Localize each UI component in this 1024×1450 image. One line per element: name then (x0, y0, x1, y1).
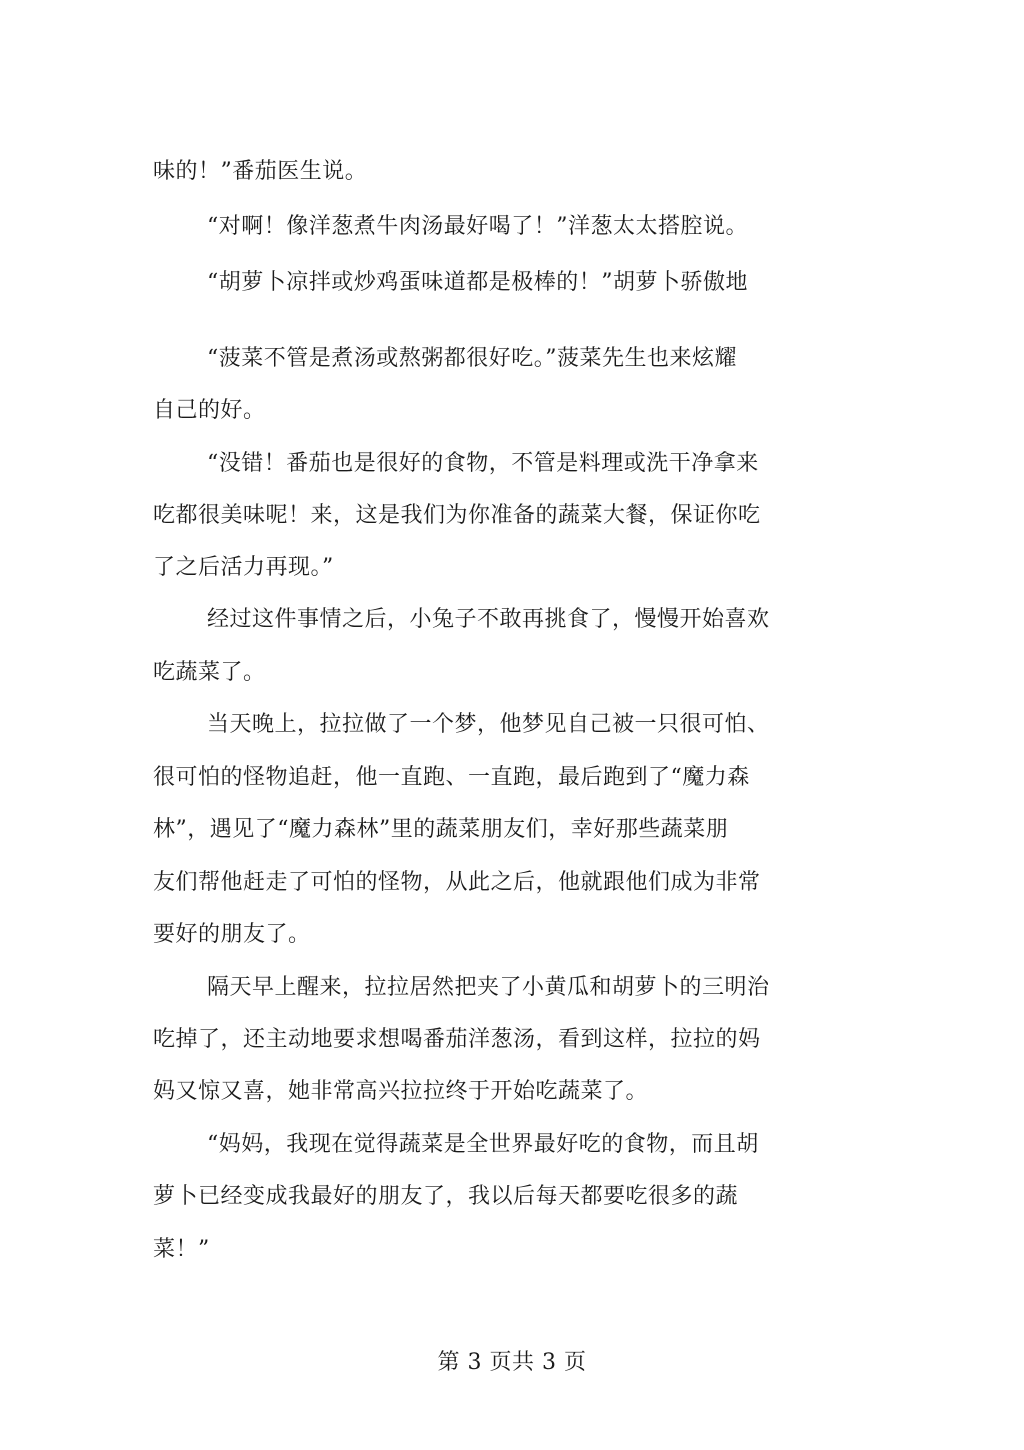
text-line: “妈妈，我现在觉得蔬菜是全世界最好吃的食物，而且胡 (207, 1132, 759, 1157)
text-line: 吃蔬菜了。 (153, 660, 266, 685)
text-line: 自己的好。 (153, 398, 266, 423)
page-number-footer: 第 3 页共 3 页 (437, 1350, 587, 1375)
text-line: 当天晚上，拉拉做了一个梦，他梦见自己被一只很可怕、 (207, 712, 770, 737)
text-line: “没错！番茄也是很好的食物，不管是料理或洗干净拿来 (207, 451, 759, 476)
text-line: “胡萝卜凉拌或炒鸡蛋味道都是极棒的！”胡萝卜骄傲地 (207, 270, 748, 295)
text-line: 了之后活力再现。” (153, 555, 334, 580)
text-line: 吃掉了，还主动地要求想喝番茄洋葱汤，看到这样，拉拉的妈 (153, 1027, 761, 1052)
text-line: 妈又惊又喜，她非常高兴拉拉终于开始吃蔬菜了。 (153, 1079, 649, 1104)
text-line: 经过这件事情之后，小兔子不敢再挑食了，慢慢开始喜欢 (207, 607, 770, 632)
text-line: 菜！” (153, 1237, 210, 1262)
text-line: 林”，遇见了“魔力森林”里的蔬菜朋友们，幸好那些蔬菜朋 (153, 817, 729, 842)
text-line: 很可怕的怪物追赶，他一直跑、一直跑，最后跑到了“魔力森 (153, 765, 750, 790)
text-line: 萝卜已经变成我最好的朋友了，我以后每天都要吃很多的蔬 (153, 1184, 739, 1209)
text-line: 要好的朋友了。 (153, 922, 311, 947)
text-line: 隔天早上醒来，拉拉居然把夹了小黄瓜和胡萝卜的三明治 (207, 975, 770, 1000)
text-line: “对啊！像洋葱煮牛肉汤最好喝了！”洋葱太太搭腔说。 (207, 214, 748, 239)
text-line: 友们帮他赶走了可怕的怪物，从此之后，他就跟他们成为非常 (153, 870, 761, 895)
text-line: 吃都很美味呢！来，这是我们为你准备的蔬菜大餐，保证你吃 (153, 503, 761, 528)
text-line: “菠菜不管是煮汤或熬粥都很好吃。”菠菜先生也来炫耀 (207, 346, 737, 371)
text-line: 味的！”番茄医生说。 (153, 159, 368, 184)
